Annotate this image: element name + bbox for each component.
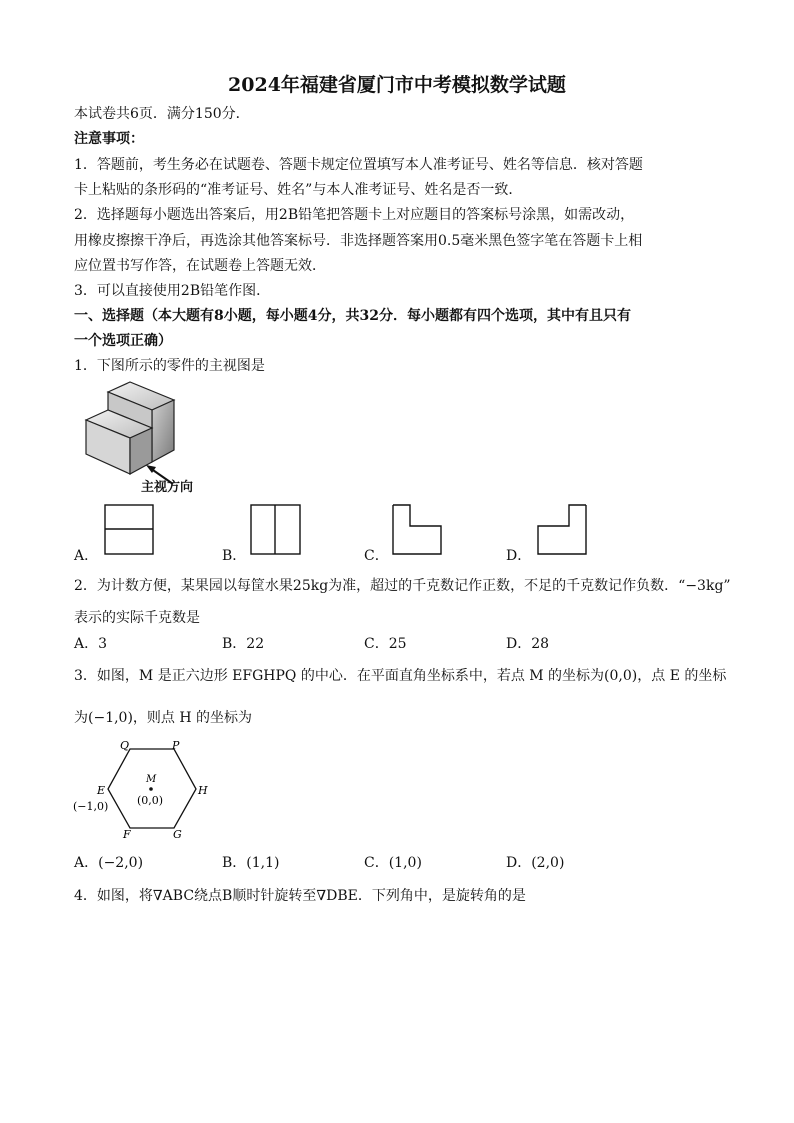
q1-option-a[interactable]: A．	[74, 548, 99, 564]
q3-label-e: E	[97, 784, 106, 797]
q2-option-a[interactable]: A．3	[74, 636, 108, 652]
q3-label-e-coord: (−1,0)	[73, 800, 109, 813]
section-heading-line-1: 一、选择题（本大题有8小题，每小题4分，共32分．每小题都有四个选项，其中有且只有	[74, 308, 631, 324]
notice-1-line-2: 卡上粘贴的条形码的“准考证号、姓名”与本人准考证号、姓名是否一致．	[74, 182, 523, 198]
notice-2-line-1: 2．选择题每小题选出答案后，用2B铅笔把答题卡上对应题目的答案标号涂黑，如需改动，	[74, 207, 635, 223]
page-title: 2024年福建省厦门市中考模拟数学试题	[228, 74, 566, 96]
q1-view-direction-label: 主视方向	[141, 480, 194, 495]
q3-stem-line-1: 3．如图，M 是正六边形 EFGHPQ 的中心．在平面直角坐标系中，若点 M 的坐标为(0,0)，点 E 的坐标	[74, 668, 727, 684]
q1-option-b-figure	[250, 504, 302, 556]
q3-option-c[interactable]: C．(1,0)	[364, 855, 422, 871]
q3-label-m: M	[146, 774, 157, 785]
q3-option-a[interactable]: A．(−2,0)	[74, 855, 144, 871]
q3-label-p: P	[172, 739, 180, 752]
intro-text: 本试卷共6页．满分150分．	[74, 106, 250, 122]
q2-option-c[interactable]: C．25	[364, 636, 407, 652]
q3-hexagon-figure	[70, 738, 220, 842]
q3-stem-line-2: 为(−1,0)，则点 H 的坐标为	[74, 710, 253, 726]
q2-option-d[interactable]: D．28	[506, 636, 550, 652]
q3-option-b[interactable]: B．(1,1)	[222, 855, 280, 871]
section-heading-line-2: 一个选项正确）	[74, 333, 172, 349]
q2-option-b[interactable]: B．22	[222, 636, 265, 652]
q4-stem: 4．如图，将∇ABC绕点B顺时针旋转至∇DBE．下列角中，是旋转角的是	[74, 888, 526, 904]
notice-heading: 注意事项：	[74, 131, 144, 147]
q3-label-q: Q	[120, 739, 130, 752]
q1-option-c[interactable]: C．	[364, 548, 389, 564]
notice-2-line-2: 用橡皮擦擦干净后，再选涂其他答案标号．非选择题答案用0.5毫米黑色签字笔在答题卡上相	[74, 233, 643, 249]
notice-2-line-3: 应位置书写作答，在试题卷上答题无效．	[74, 258, 326, 274]
q1-option-d[interactable]: D．	[506, 548, 532, 564]
q2-stem-line-1: 2．为计数方便，某果园以每筐水果25kg为准，超过的千克数记作正数，不足的千克数记作负数．“−3kg”	[74, 578, 731, 594]
q1-option-d-figure	[537, 504, 589, 556]
notice-3: 3．可以直接使用2B铅笔作图．	[74, 283, 271, 299]
notice-1-line-1: 1．答题前，考生务必在试题卷、答题卡规定位置填写本人准考证号、姓名等信息．核对答题	[74, 157, 643, 173]
q3-label-h: H	[198, 784, 208, 797]
q1-option-a-figure	[104, 504, 156, 556]
q3-label-f: F	[123, 828, 131, 841]
q1-option-b[interactable]: B．	[222, 548, 247, 564]
q1-option-c-figure	[392, 504, 444, 556]
q3-label-g: G	[173, 828, 182, 841]
q3-option-d[interactable]: D．(2,0)	[506, 855, 565, 871]
q2-stem-line-2: 表示的实际千克数是	[74, 610, 200, 626]
q1-stem: 1．下图所示的零件的主视图是	[74, 358, 265, 374]
q3-label-m-coord: (0,0)	[137, 794, 164, 807]
